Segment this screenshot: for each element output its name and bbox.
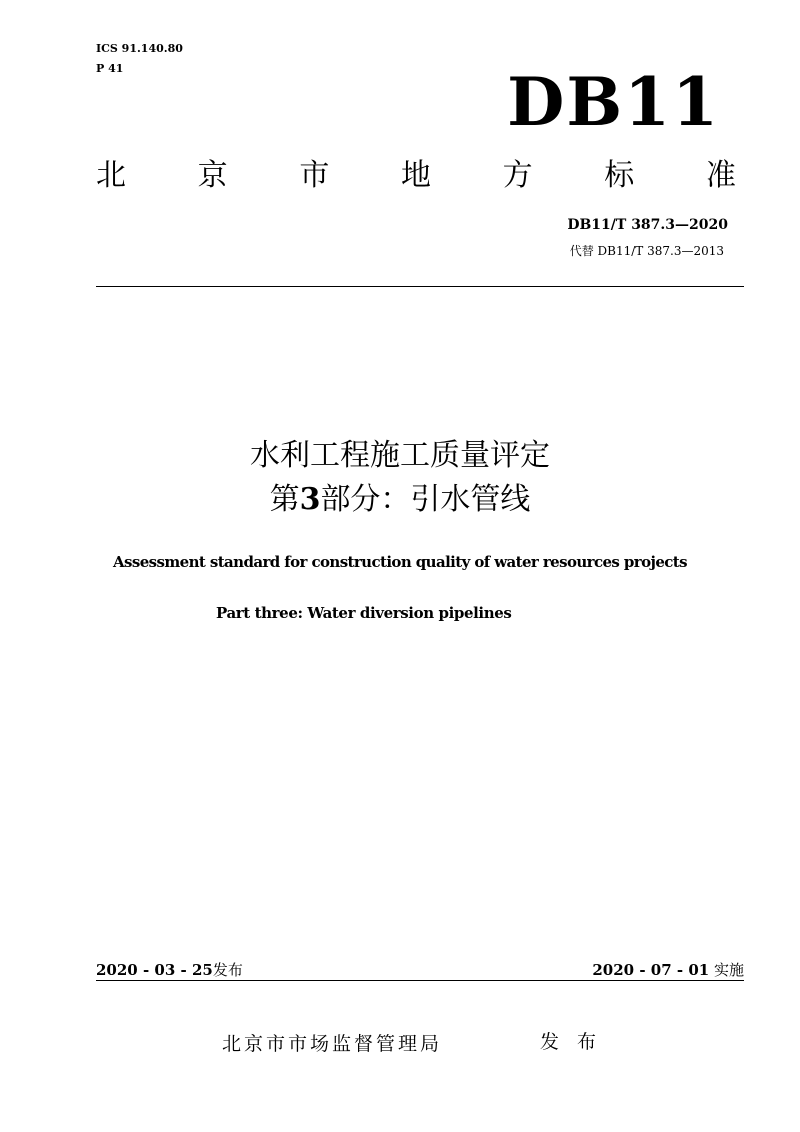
standard-type-char: 标 [604, 158, 635, 193]
standard-type-char: 京 [197, 158, 228, 193]
part-number: 3 [299, 482, 321, 517]
standard-type-char: 准 [705, 158, 736, 193]
standard-logo: DB11 [507, 63, 720, 141]
standard-type-char: 方 [502, 158, 533, 193]
footer-divider [96, 980, 744, 981]
part-title-chinese [0, 480, 800, 520]
ics-code: ICS 91.140.80 [96, 42, 183, 55]
standard-type [96, 158, 736, 194]
title-chinese: 水利工程施工质量评定 [250, 438, 550, 473]
standard-type-char: 地 [400, 158, 431, 193]
standard-type-char: 市 [299, 158, 330, 193]
part-title-english: Part three: Water diversion pipelines [216, 604, 512, 622]
implementation-date [592, 960, 744, 980]
implementation-date-label: 实施 [713, 961, 744, 979]
standard-type-char: 北 [96, 158, 126, 193]
issue-date-label: 发布 [212, 961, 243, 979]
issuing-action: 发 布 [540, 1031, 603, 1053]
standard-number: DB11/T 387.3—2020 [567, 217, 728, 233]
issue-date-value: 2020 - 03 - 25 [96, 961, 213, 979]
issue-date [96, 960, 243, 980]
replaces-note: 代替 DB11/T 387.3—2013 [569, 244, 724, 258]
issuing-authority: 北京市市场监督管理局 [222, 1033, 443, 1055]
part-name: 部分：引水管线 [320, 482, 531, 517]
title-english: Assessment standard for construction quality of water resources projects [113, 553, 687, 571]
ccs-code: P 41 [96, 62, 124, 75]
implementation-date-value: 2020 - 07 - 01 [592, 961, 710, 979]
header-divider [96, 286, 744, 287]
part-prefix: 第 [269, 482, 300, 517]
